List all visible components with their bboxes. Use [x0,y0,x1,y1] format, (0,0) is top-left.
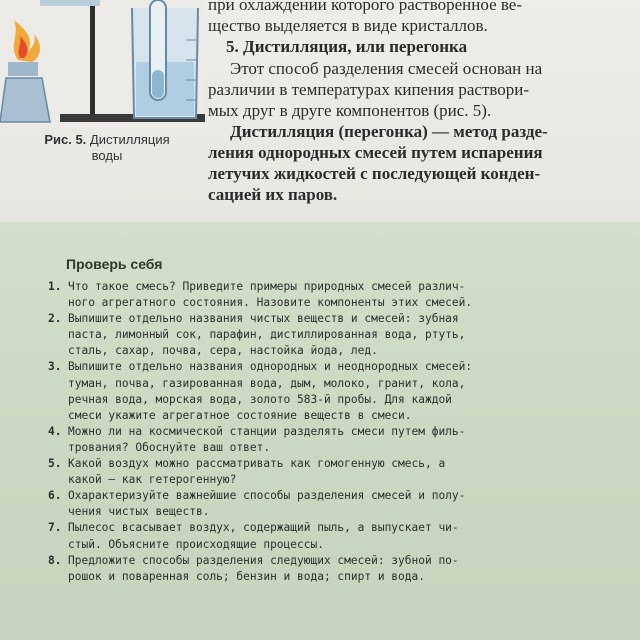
question-line: ного агрегатного состояния. Назовите компоненты этих смесей. [68,296,473,310]
figure-caption-label: Рис. 5. [44,132,87,147]
question-item [40,553,640,585]
text-line: различии в температурах кипения раствори- [208,80,530,99]
text-line: щество выделяется в виде кристаллов. [208,16,488,35]
question-line: Выпишите отдельно названия чистых веществ и смесей: зубная [68,312,459,326]
stand-rod [90,0,95,118]
text-line: Этот способ разделения смесей основан на [230,59,543,78]
text-line: летучих жидкостей с последующей конден- [208,164,541,183]
question-item [40,359,640,423]
question-line: сталь, сахар, почва, сера, настойка йода, лед. [68,344,378,358]
paragraph [208,58,640,121]
question-line: Можно ли на космической станции разделять смеси путем филь- [68,424,466,438]
question-list [40,279,640,585]
question-line: чения чистых веществ. [68,505,210,519]
question-line: Пылесос всасывает воздух, содержащий пыль, а выпускает чи- [68,521,459,535]
text-line: сацией их паров. [208,185,338,204]
figure-caption [12,132,202,164]
question-line: Какой воздух можно рассматривать как гомогенную смесь, а [68,457,446,471]
question-number: 7. [48,521,62,535]
question-line: речная вода, морская вода, золото 583-й пробы. Для каждой [68,392,452,406]
question-item [40,488,640,520]
review-title: Проверь себя [66,256,163,272]
question-line: смеси укажите агрегатное состояние веществ в смеси. [68,408,412,422]
question-line: Предложите способы разделения следующих смесей: зубной по- [68,553,459,567]
distillation-apparatus-illustration [0,0,205,128]
question-number: 3. [48,360,62,374]
question-line: туман, почва, газированная вода, дым, молоко, гранит, кола, [68,376,466,390]
question-number: 8. [48,553,62,567]
section-heading: 5. Дистилляция, или перегонка [226,37,468,56]
question-line: стый. Объясните происходящие процессы. [68,537,324,551]
question-item [40,311,640,359]
figure-caption-text: Дистилляция [89,132,170,147]
definition [208,121,640,205]
question-line: паста, лимонный сок, парафин, дистиллированная вода, ртуть, [68,328,466,342]
question-number: 6. [48,489,62,503]
text-line: Дистилляция (перегонка) — метод разде- [230,122,548,141]
burner [8,62,38,76]
body-text [208,0,640,205]
text-line: при охлаждении которого растворенное ве- [208,0,523,14]
question-number: 1. [48,280,62,293]
question-line: трования? Обоснуйте ваш ответ. [68,440,271,454]
question-item [40,279,640,311]
figure-caption-text-2: воды [91,148,123,163]
question-line: рошок и поваренная соль; бензин и вода; спирт и вода. [68,569,425,583]
question-number: 4. [48,424,62,438]
question-line: Охарактеризуйте важнейшие способы разделения смесей и полу- [68,489,466,503]
question-line: Что такое смесь? Приведите примеры природных смесей различ- [68,280,466,293]
question-line: какой — как гетерогенную? [68,473,237,487]
question-item [40,520,640,552]
question-line: Выпишите отдельно названия однородных и неоднородных смесей: [68,360,473,374]
text-line: ления однородных смесей путем испарения [208,143,543,162]
question-item [40,456,640,488]
text-line: мых друг в друге компонентов (рис. 5). [208,101,492,120]
question-number: 2. [48,312,62,326]
question-item [40,424,640,456]
question-number: 5. [48,457,62,471]
